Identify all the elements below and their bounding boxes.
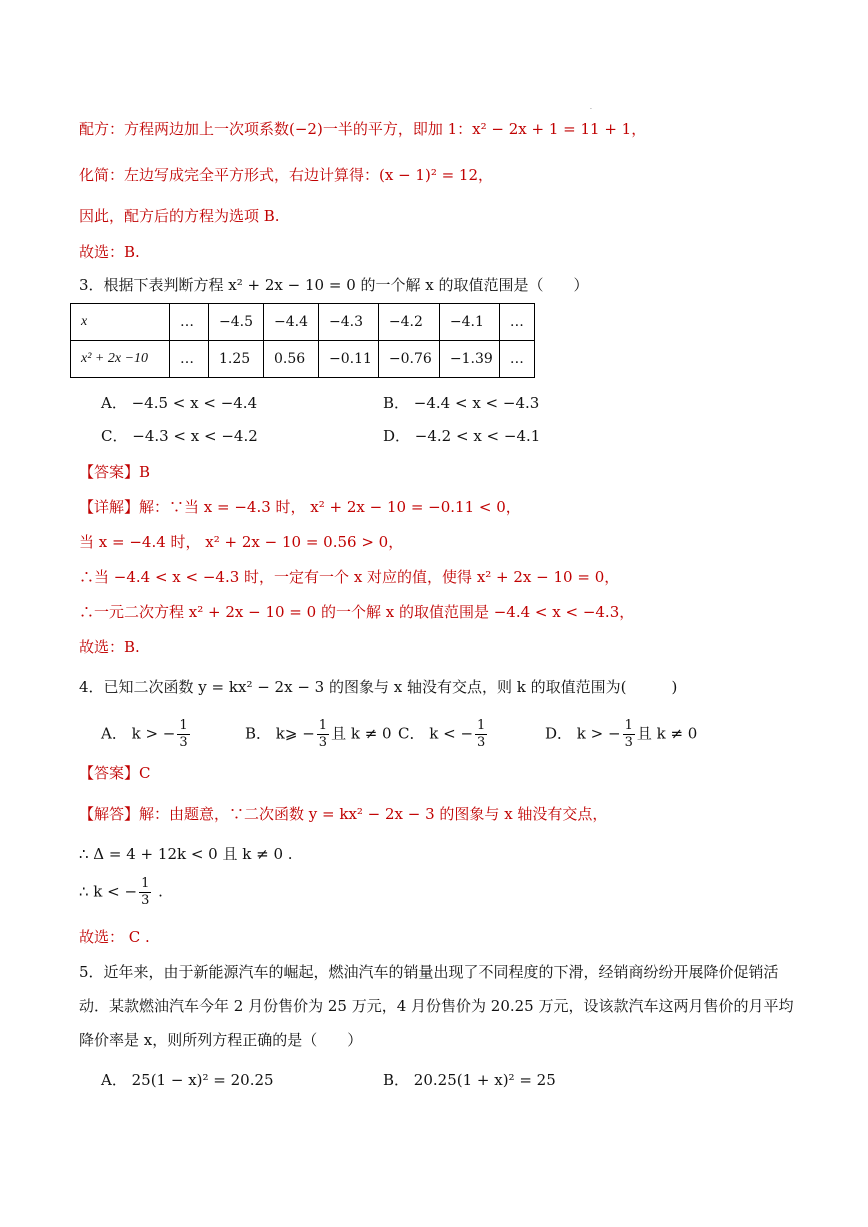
answer-4: 【答案】C (79, 764, 151, 782)
table-cell: x² + 2x −10 (71, 341, 170, 378)
solution-line-1: 配方：方程两边加上一次项系数(−2)一半的平方，即加 1：x² − 2x + 1 = 11 + 1， (79, 120, 647, 138)
fraction-numerator: 1 (318, 718, 328, 733)
table-cell: … (170, 341, 209, 378)
stray-dot: . (590, 104, 592, 111)
solution-line-2: 化简：左边写成完全平方形式，右边计算得：(x − 1)² = 12， (79, 166, 494, 184)
table-cell: −4.4 (264, 304, 319, 341)
fraction-numerator: 1 (624, 718, 633, 733)
result-prefix: ∴ k < − (79, 882, 138, 901)
fraction-numerator: 1 (141, 876, 150, 891)
q3-option-b: B． −4.4 < x < −4.3 (383, 394, 540, 412)
solution-4-line-2: ∴ Δ = 4 + 12k < 0 且 k ≠ 0 . (79, 845, 293, 863)
detail-line-5: 故选：B. (79, 638, 140, 656)
fraction-denominator: 3 (477, 735, 486, 750)
q5-option-b: B． 20.25(1 + x)² = 25 (383, 1071, 556, 1089)
table-cell: 0.56 (264, 341, 319, 378)
table-cell: −1.39 (439, 341, 499, 378)
table-cell: … (170, 304, 209, 341)
table-cell: … (499, 341, 534, 378)
question-4: 4．已知二次函数 y = kx² − 2x − 3 的图象与 x 轴没有交点，则 k 的取值范围为( ) (79, 678, 678, 696)
fraction (139, 876, 151, 909)
fraction-denominator: 3 (318, 735, 328, 750)
fraction-denominator: 3 (624, 735, 633, 750)
table-cell: x (71, 304, 170, 341)
q4-option-b (245, 718, 392, 751)
question-5-line-1: 5．近年来，由于新能源汽车的崛起，燃油汽车的销量出现了不同程度的下滑，经销商纷纷开展降价促销活 (79, 963, 779, 981)
table-cell: −4.2 (378, 304, 439, 341)
q4-option-b-suffix: 且 k ≠ 0 (331, 724, 392, 743)
detail-line-1: 【详解】解：∵当 x = −4.3 时， x² + 2x − 10 = −0.11 < 0， (79, 498, 521, 516)
solution-4-line-4: 故选： C . (79, 928, 150, 946)
table-cell: 1.25 (209, 341, 264, 378)
fraction-numerator: 1 (477, 718, 486, 733)
table-cell: −0.76 (378, 341, 439, 378)
solution-4-line-1: 【解答】解：由题意，∵二次函数 y = kx² − 2x − 3 的图象与 x 轴没有交点， (79, 805, 608, 823)
fraction (475, 718, 487, 751)
table-cell: −4.5 (209, 304, 264, 341)
q4-option-b-prefix: B． k⩾ − (245, 724, 315, 743)
question-3: 3．根据下表判断方程 x² + 2x − 10 = 0 的一个解 x 的取值范围是（ ） (79, 276, 589, 294)
q4-option-d-prefix: D． k > − (545, 724, 621, 743)
solution-line-4: 故选：B. (79, 243, 140, 261)
q3-option-c: C． −4.3 < x < −4.2 (101, 427, 258, 445)
q3-option-a: A． −4.5 < x < −4.4 (101, 394, 258, 412)
fraction (623, 718, 635, 751)
question-5-line-2: 动．某款燃油汽车今年 2 月份售价为 25 万元，4 月份售价为 20.25 万元，设该款汽车这两月售价的月平均 (79, 997, 794, 1015)
detail-line-3: ∴当 −4.4 < x < −4.3 时，一定有一个 x 对应的值，使得 x² + 2x − 10 = 0， (79, 568, 620, 586)
fraction-denominator: 3 (179, 735, 188, 750)
q4-option-c-prefix: C． k < − (398, 724, 474, 743)
fraction-denominator: 3 (141, 893, 150, 908)
table-row (71, 304, 535, 341)
fraction (317, 718, 329, 751)
fraction-numerator: 1 (179, 718, 188, 733)
q3-option-d: D． −4.2 < x < −4.1 (383, 427, 541, 445)
q4-option-a (101, 718, 192, 751)
q4-option-c (398, 718, 489, 751)
solution-line-3: 因此，配方后的方程为选项 B. (79, 207, 280, 225)
table-cell: −0.11 (319, 341, 379, 378)
detail-line-2: 当 x = −4.4 时， x² + 2x − 10 = 0.56 > 0， (79, 533, 404, 551)
fraction (177, 718, 189, 751)
q5-option-a: A． 25(1 − x)² = 20.25 (101, 1071, 274, 1089)
q4-option-a-prefix: A． k > − (101, 724, 176, 743)
table-cell: −4.1 (439, 304, 499, 341)
value-table (70, 303, 535, 378)
detail-line-4: ∴一元二次方程 x² + 2x − 10 = 0 的一个解 x 的取值范围是 −4.4 < x < −4.3， (79, 603, 635, 621)
question-5-line-3: 降价率是 x，则所列方程正确的是（ ） (79, 1031, 363, 1049)
q4-option-d-suffix: 且 k ≠ 0 (636, 724, 698, 743)
table-cell: … (499, 304, 534, 341)
result-suffix: . (153, 882, 163, 901)
answer-3: 【答案】B (79, 463, 151, 481)
q4-option-d (545, 718, 697, 751)
solution-4-line-3 (79, 876, 163, 909)
table-row (71, 341, 535, 378)
table-cell: −4.3 (319, 304, 379, 341)
